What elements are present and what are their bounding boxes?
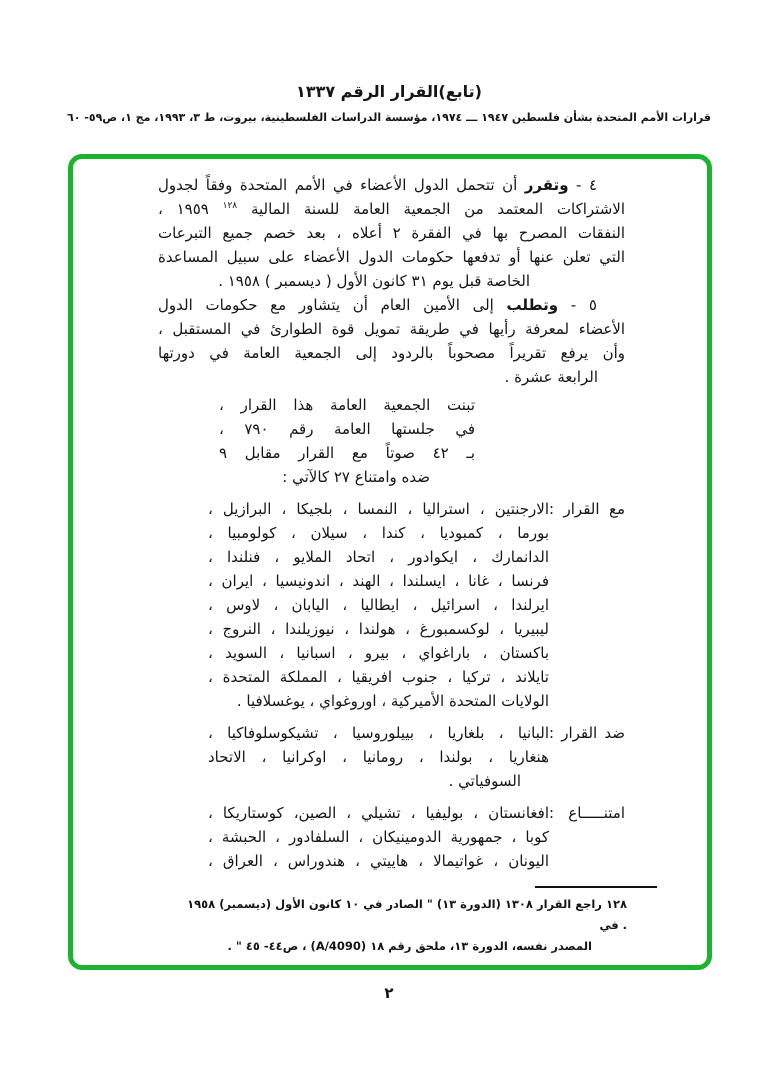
text-line: الخاصة قبل يوم ٣١ كانون الأول ( ديسمبر ) ١٩٥٨ . xyxy=(218,272,530,290)
page-title: (تابع)القرار الرقم ١٣٣٧ xyxy=(296,82,482,101)
text-line: فرنسا ، غانا ، ايسلندا ، الهند ، اندونيسيا ، ايران ، xyxy=(208,572,549,590)
footnote-separator xyxy=(535,886,657,888)
text-line: البانيا ، بلغاريا ، بييلوروسيا ، تشيكوسلوفاكيا ، xyxy=(208,724,549,742)
text-line: النفقات المصرح بها في الفقرة ٢ أعلاه ، بعد خصم جميع التبرعات xyxy=(158,224,625,242)
text-line: ضده وامتناع ٢٧ كالآتي : xyxy=(282,468,430,486)
operative-word: وتطلب xyxy=(506,296,559,314)
adoption-note xyxy=(219,393,475,489)
text-line: السوفياتي . xyxy=(448,772,521,790)
resolution-text xyxy=(73,159,707,873)
vote-against-section xyxy=(158,721,625,793)
operative-word: وتقرر xyxy=(524,176,569,194)
text-line: تبنت الجمعية العامة هذا القرار ، xyxy=(219,396,475,414)
text-line: في جلستها العامة رقم ٧٩٠ ، xyxy=(219,420,475,438)
footnote-marker: ١٢٨ xyxy=(222,201,238,211)
footnote xyxy=(187,886,657,957)
text-line: تايلاند ، تركيا ، جنوب افريقيا ، المملكة المتحدة ، xyxy=(208,668,549,686)
clause-text: إلى الأمين العام أن يتشاور مع حكومات الدول xyxy=(158,296,494,314)
paragraph-lines xyxy=(158,317,625,389)
text-line xyxy=(158,197,625,221)
text-line: باكستان ، باراغواي ، بيرو ، اسبانيا ، السويد ، xyxy=(208,644,549,662)
text-line: ليبيريا ، لوكسمبورغ ، هولندا ، نيوزيلندا ، النروج ، xyxy=(208,620,549,638)
text-line: هنغاريا ، بولندا ، رومانيا ، اوكرانيا ، الاتحاد xyxy=(208,748,549,766)
text-line: اليونان ، غواتيمالا ، هاييتي ، هندوراس ، العراق ، xyxy=(208,852,549,870)
vote-with-section xyxy=(158,497,625,713)
vote-abstain-label: امتنـــــاع : xyxy=(549,804,625,822)
text-line: الدانمارك ، ايكوادور ، اتحاد الملايو ، فنلندا ، xyxy=(208,548,549,566)
clause-text: الاشتراكات المعتمد من الجمعية العامة للسنة المالية xyxy=(250,200,625,218)
clause-text: ١٩٥٩ ، xyxy=(158,200,209,218)
text-line: الارجنتين ، استراليا ، النمسا ، بلجيكا ، البرازيل ، xyxy=(208,500,549,518)
footnote-line: ١٢٨ راجع القرار ١٣٠٨ (الدورة ١٣) " الصادر في ١٠ كانون الأول (ديسمبر) ١٩٥٨ . في xyxy=(187,897,627,932)
clause-text: أن تتحمل الدول الأعضاء في الأمم المتحدة وفقاً لجدول xyxy=(158,176,518,194)
text-line: التي تعلن عنها أو تدفعها حكومات الدول الأعضاء على سبيل المساعدة xyxy=(158,248,625,266)
text-line xyxy=(158,293,625,317)
paragraph-5 xyxy=(158,293,625,389)
vote-with-label: مع القرار : xyxy=(549,500,625,518)
text-line: ايرلندا ، اسرائيل ، ايطاليا ، اليابان ، لاوس ، xyxy=(208,596,549,614)
vote-with-list xyxy=(158,497,549,713)
text-line: افغانستان ، بوليفيا ، تشيلي ، الصين، كوستاريكا ، xyxy=(208,804,549,822)
vote-against-label: ضد القرار : xyxy=(549,724,625,742)
text-line xyxy=(158,173,625,197)
clause-number: ٥ - xyxy=(570,296,597,314)
text-line: الأعضاء لمعرفة رأيها في طريقة تمويل قوة الطوارئ في المستقبل ، xyxy=(158,320,625,338)
text-line: وأن يرفع تقريراً مصحوباً بالردود إلى الجمعية العامة في دورتها xyxy=(158,344,625,362)
text-line: بورما ، كمبوديا ، كندا ، سيلان ، كولومبيا ، xyxy=(208,524,549,542)
text-line: الولايات المتحدة الأميركية ، اوروغواي ، يوغسلافيا . xyxy=(236,692,549,710)
vote-abstain-section xyxy=(158,801,625,873)
paragraph-lines xyxy=(158,221,625,293)
vote-against-list xyxy=(158,721,549,793)
green-frame xyxy=(68,154,712,970)
paragraph-4 xyxy=(158,173,625,293)
clause-number: ٤ - xyxy=(576,176,598,194)
vote-abstain-list xyxy=(158,801,549,873)
footnote-line: المصدر نفسه، الدورة ١٣، ملحق رقم ١٨ (A/4090) ، ص٤٤- ٤٥ " . xyxy=(227,939,592,953)
page-number: ٢ xyxy=(384,984,394,1002)
text-line: الرابعة عشرة . xyxy=(504,368,598,386)
citation-line: قرارات الأمم المتحدة بشأن فلسطين ١٩٤٧ ـــ ١٩٧٤، مؤسسة الدراسات الفلسطينية، بيروت، ط ٣، ١٩٩٣، مج ١، ص٥٩- ٦٠ xyxy=(67,111,711,124)
text-line: كوبا ، جمهورية الدومينيكان ، السلفادور ، الحبشة ، xyxy=(208,828,549,846)
text-line: بـ ٤٢ صوتاً مع القرار مقابل ٩ xyxy=(219,444,475,462)
